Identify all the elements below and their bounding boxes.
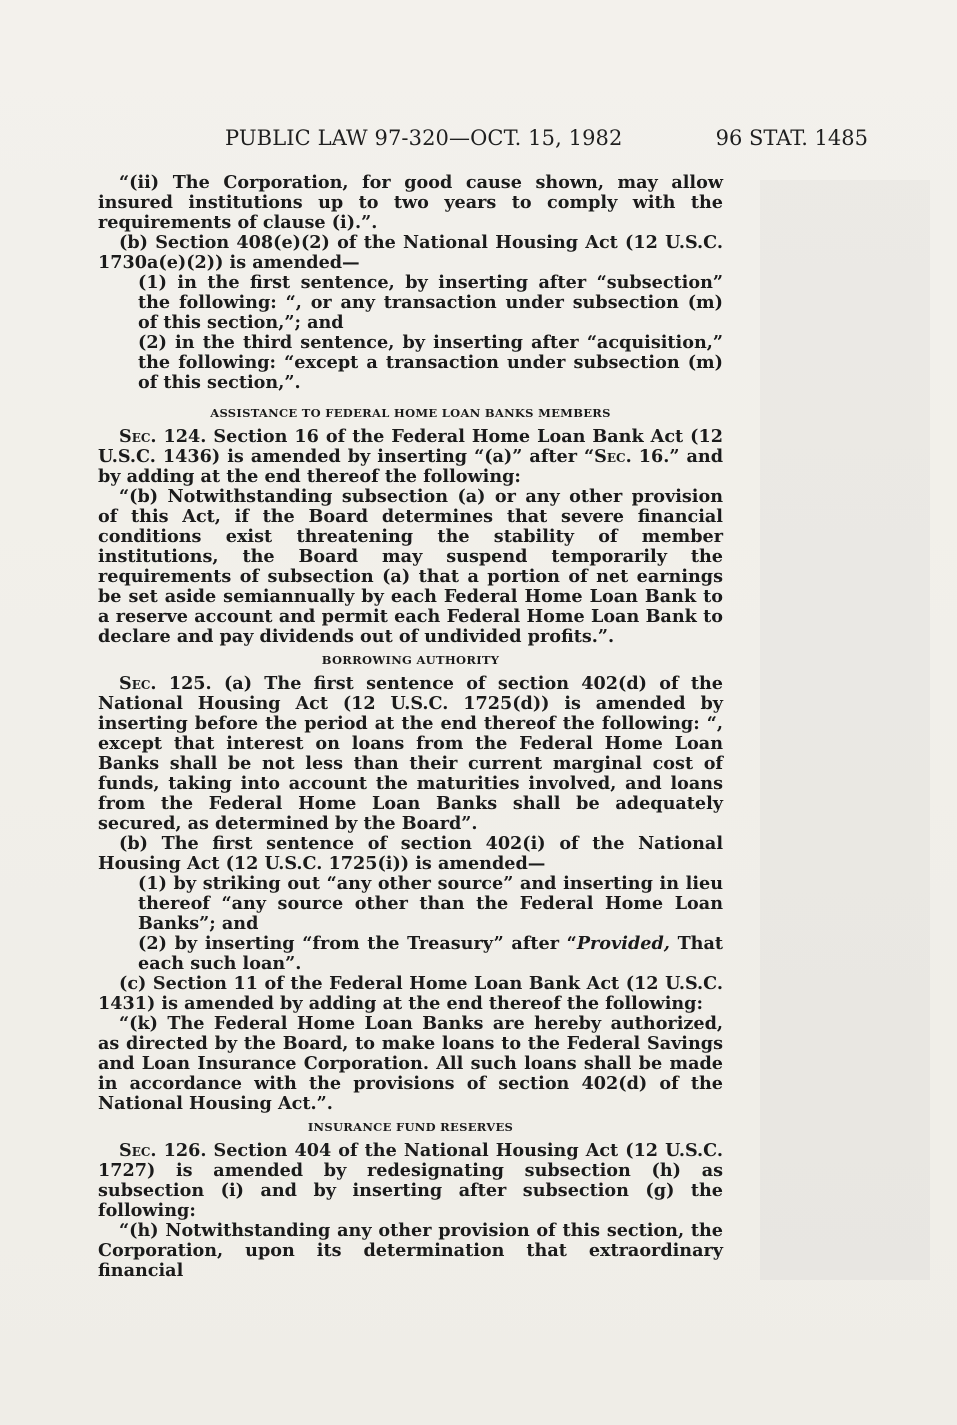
paragraph-insert-item-2 — [138, 934, 723, 974]
paragraph-subsection-k: “(k) The Federal Home Loan Banks are hereby authorized, as directed by the Board, to make loans to the Federal Savings and Loan Insurance Corporation. All such loans shall be made in accordance with the provisions of section 402(d) of the National Housing Act.”. — [98, 1013, 723, 1114]
sec-label: Sec — [119, 426, 151, 447]
paragraph-clause-ii: “(ii) The Corporation, for good cause shown, may allow insured institutions up to two years to comply with the requirements of clause (i).”. — [98, 172, 723, 233]
section-126-paragraph — [98, 1141, 723, 1221]
running-head: PUBLIC LAW 97-320—OCT. 15, 1982 — [225, 126, 623, 150]
sec-label-inline: Sec — [594, 446, 626, 467]
paragraph-subsection-b: (b) Section 408(e)(2) of the National Housing Act (12 U.S.C. 1730a(e)(2)) is amended— — [98, 232, 723, 273]
item-2-text-b: That each such loan”. — [138, 933, 724, 974]
provided-italic: Provided, — [576, 933, 670, 954]
section-124-text-b: . 16.” and by adding at the end thereof the following: — [98, 446, 723, 487]
statute-reference: 96 STAT. 1485 — [715, 126, 868, 150]
paragraph-subsection-c: (c) Section 11 of the Federal Home Loan Bank Act (12 U.S.C. 1431) is amended by adding at the end thereof the following: — [98, 973, 723, 1014]
section-124-text-a: . 124. Section 16 of the Federal Home Loan Bank Act (12 U.S.C. 1436) is amended by inserting “(a)” after “ — [98, 426, 723, 467]
page-header — [98, 126, 868, 156]
section-125-paragraph — [98, 674, 723, 834]
paragraph-strike-item-1: (1) by striking out “any other source” and inserting in lieu thereof “any source other than the Federal Home Loan Banks”; and — [138, 873, 723, 934]
sec-label: Sec — [119, 673, 151, 694]
section-124-paragraph — [98, 427, 723, 487]
paragraph-402i: (b) The first sentence of section 402(i) of the National Housing Act (12 U.S.C. 1725(i)) is amended— — [98, 833, 723, 874]
statute-text — [98, 173, 723, 1281]
section-heading-borrowing: BORROWING AUTHORITY — [321, 653, 500, 667]
sec-label: Sec — [119, 1140, 151, 1161]
paragraph-subsection-b-dividends: “(b) Notwithstanding subsection (a) or any other provision of this Act, if the Board determines that severe financial conditions exist threatening the stability of member institutions, the Board may suspend temporarily the requirements of subsection (a) that a portion of net earnings be set aside semiannually by each Federal Home Loan Bank to a reserve account and permit each Federal Home Loan Bank to declare and pay dividends out of undivided profits.”. — [98, 486, 723, 647]
show-through-shadow — [760, 180, 930, 1280]
section-heading-insurance: INSURANCE FUND RESERVES — [307, 1120, 514, 1134]
paragraph-item-1: (1) in the first sentence, by inserting after “subsection” the following: “, or any transaction under subsection (m) of this section,”; and — [138, 272, 723, 333]
section-126-text: . 126. Section 404 of the National Housing Act (12 U.S.C. 1727) is amended by redesignating subsection (h) as subsection (i) and by inserting after subsection (g) the following: — [98, 1140, 723, 1221]
paragraph-subsection-h: “(h) Notwithstanding any other provision of this section, the Corporation, upon its determination that extraordinary financial — [98, 1220, 723, 1281]
item-2-text-a: (2) by inserting “from the Treasury” after “ — [138, 933, 577, 954]
paragraph-item-2: (2) in the third sentence, by inserting after “acquisition,” the following: “except a transaction under subsection (m) of this section,”. — [138, 332, 723, 393]
section-heading-assistance: ASSISTANCE TO FEDERAL HOME LOAN BANKS MEMBERS — [210, 406, 611, 420]
section-125-text: . 125. (a) The first sentence of section 402(d) of the National Housing Act (12 U.S.C. 1725(d)) is amended by inserting before the period at the end thereof the following: “, except that interest on loans from the Federal Home Loan Banks shall be not less than their current marginal cost of funds, taking into account the maturities involved, and loans from the Federal Home Loan Banks shall be adequately secured, as determined by the Board”. — [98, 673, 723, 834]
